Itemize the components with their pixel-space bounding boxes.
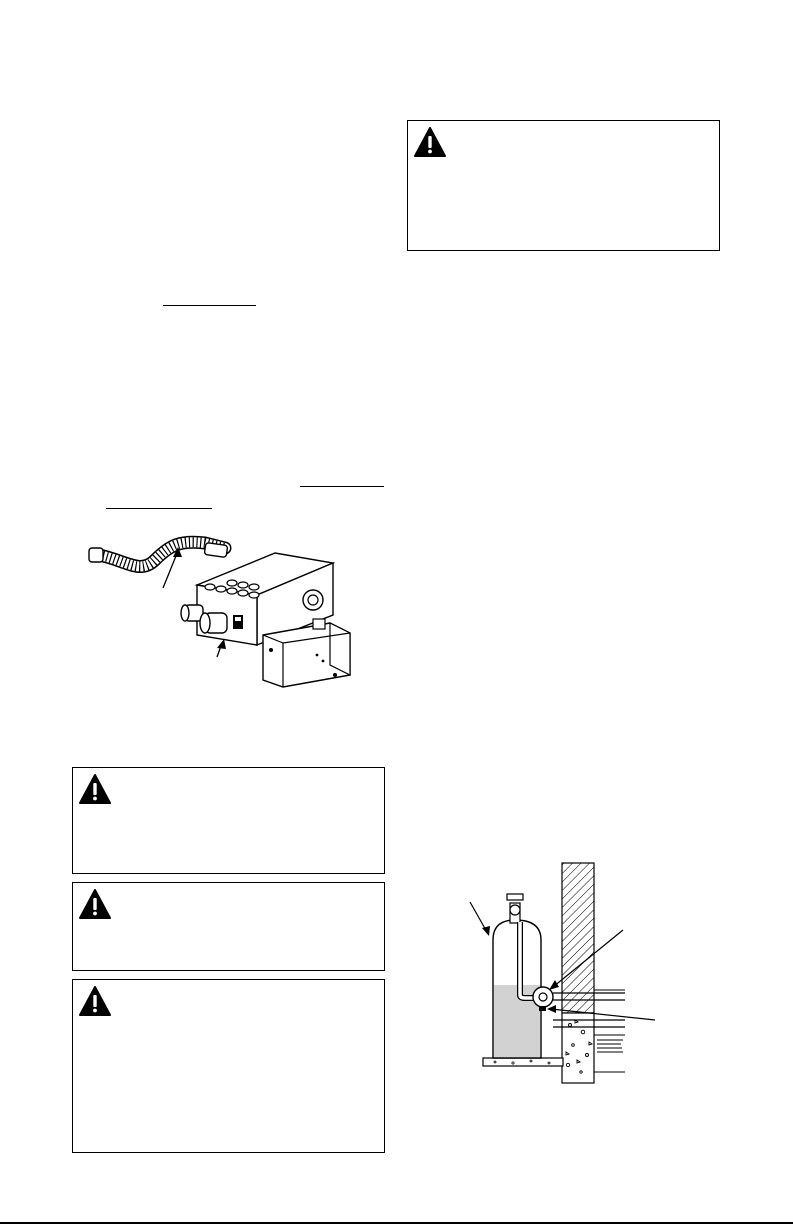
warning-box-right <box>407 120 720 251</box>
underline-fragment-2 <box>300 486 384 487</box>
underline-fragment-1 <box>163 305 256 306</box>
warning-box-left-3 <box>72 979 385 1153</box>
page-bottom-rule <box>0 1222 793 1224</box>
warning-triangle-icon <box>79 774 111 804</box>
warning-box-left-1 <box>72 767 385 874</box>
gas-control-kit-figure <box>85 515 360 695</box>
warning-box-left-2 <box>72 882 385 971</box>
propane-tank-install-figure <box>465 860 665 1085</box>
underline-fragment-3 <box>106 508 212 509</box>
warning-triangle-icon <box>79 889 111 919</box>
warning-triangle-icon <box>414 127 446 157</box>
warning-triangle-icon <box>79 986 111 1016</box>
